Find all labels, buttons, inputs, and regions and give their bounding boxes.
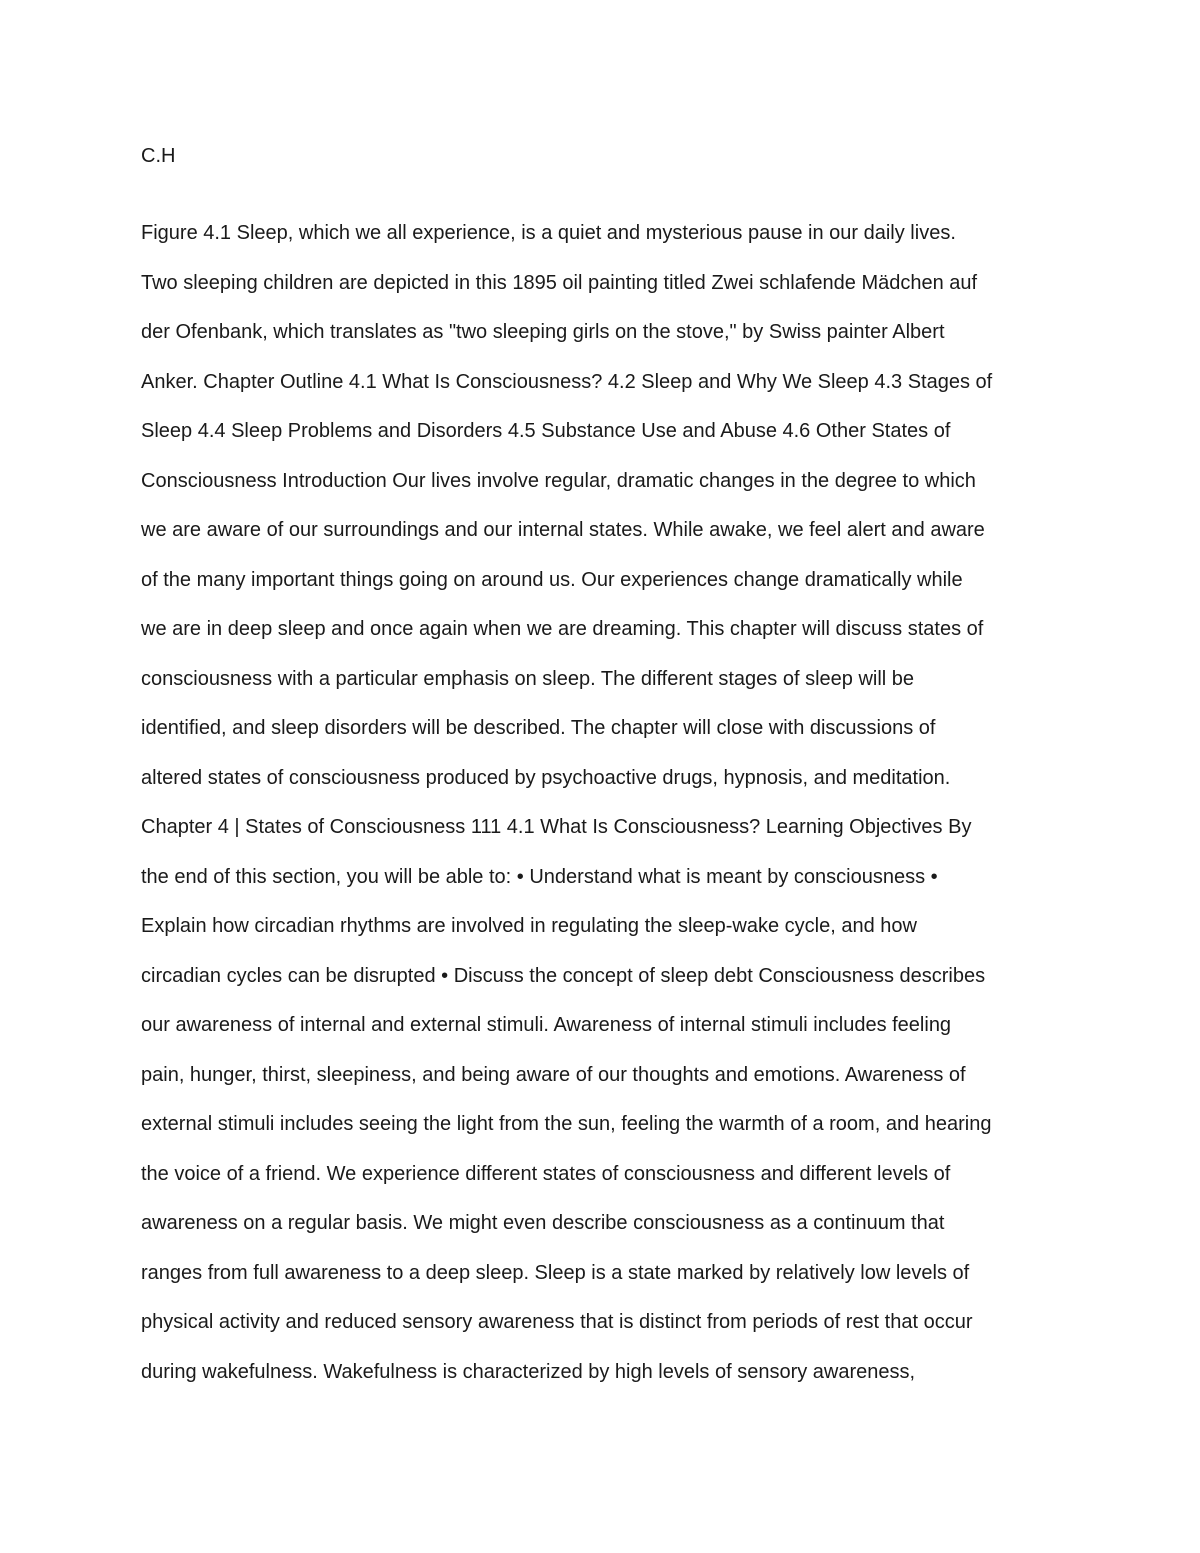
text-line: Sleep 4.4 Sleep Problems and Disorders 4.5 Substance Use and Abuse 4.6 Other States of (141, 420, 951, 442)
text-line: Two sleeping children are depicted in this 1895 oil painting titled Zwei schlafende Mädchen auf (141, 271, 978, 294)
text-line: we are aware of our surroundings and our internal states. While awake, we feel alert and aware (141, 519, 985, 541)
text-line: ranges from full awareness to a deep sleep. Sleep is a state marked by relatively low levels of (141, 1261, 970, 1284)
text-line: the voice of a friend. We experience different states of consciousness and different levels of (141, 1162, 951, 1185)
text-line: Explain how circadian rhythms are involved in regulating the sleep-wake cycle, and how (141, 915, 917, 937)
text-line: we are in deep sleep and once again when we are dreaming. This chapter will discuss states of (141, 618, 984, 640)
text-line: awareness on a regular basis. We might even describe consciousness as a continuum that (141, 1212, 945, 1234)
text-line: Consciousness Introduction Our lives involve regular, dramatic changes in the degree to which (141, 469, 976, 492)
text-line: the end of this section, you will be able to: • Understand what is meant by consciousness • (141, 865, 938, 888)
text-line: during wakefulness. Wakefulness is characterized by high levels of sensory awareness, (141, 1360, 916, 1383)
text-line: consciousness with a particular emphasis on sleep. The different stages of sleep will be (141, 667, 915, 690)
body-text (141, 220, 1081, 1408)
author-initials: C.H (141, 145, 176, 167)
text-line: der Ofenbank, which translates as "two sleeping girls on the stove," by Swiss painter Albert (141, 321, 945, 343)
text-line: Anker. Chapter Outline 4.1 What Is Consciousness? 4.2 Sleep and Why We Sleep 4.3 Stages of (141, 370, 993, 393)
text-line: physical activity and reduced sensory awareness that is distinct from periods of rest that occur (141, 1311, 973, 1333)
text-line: altered states of consciousness produced by psychoactive drugs, hypnosis, and meditation. (141, 766, 951, 789)
text-line: circadian cycles can be disrupted • Discuss the concept of sleep debt Consciousness describes (141, 964, 986, 987)
text-line: external stimuli includes seeing the light from the sun, feeling the warmth of a room, and hearing (141, 1113, 992, 1135)
text-line: identified, and sleep disorders will be described. The chapter will close with discussions of (141, 717, 936, 739)
text-line: pain, hunger, thirst, sleepiness, and being aware of our thoughts and emotions. Awareness of (141, 1063, 966, 1086)
text-line: our awareness of internal and external stimuli. Awareness of internal stimuli includes feeling (141, 1014, 952, 1036)
text-line: of the many important things going on around us. Our experiences change dramatically while (141, 568, 963, 591)
text-line: Figure 4.1 Sleep, which we all experience, is a quiet and mysterious pause in our daily lives. (141, 222, 956, 244)
text-line: Chapter 4 | States of Consciousness 111 4.1 What Is Consciousness? Learning Objectives By (141, 816, 972, 838)
